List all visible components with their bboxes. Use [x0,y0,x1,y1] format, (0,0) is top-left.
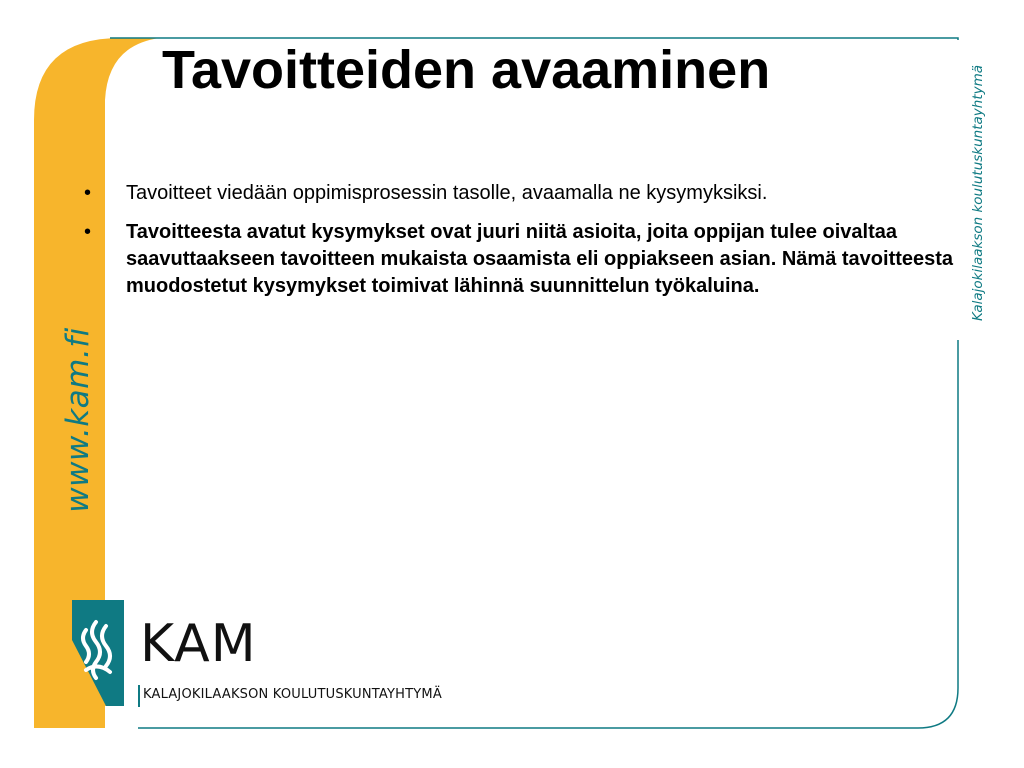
side-org-text: Kalajokilaakson koulutuskuntayhtymä [970,64,986,322]
side-url-text: www.kam.fi [60,327,96,513]
frame-gap [952,40,966,340]
bullet-text: Tavoitteet viedään oppimisprosessin tasolle, avaamalla ne kysymyksiksi. [126,182,768,204]
bullet-mark: • [84,221,92,243]
bullet-list [84,180,954,312]
bullet-text: Tavoitteesta avatut kysymykset ovat juuri niitä asioita, joita oppijan tulee oivaltaa saavuttaakseen tavoitteen mukaista osaamista eli oppiakseen asian. Nämä tavoitteesta muodostetut kysymykset toimivat lähinnä suunnittelun työkaluina. [126,221,954,297]
bullet-item [84,219,954,300]
logo-wordmark: KAM [140,614,257,674]
bullet-item [84,180,954,207]
slide-title: Tavoitteiden avaaminen [162,40,771,100]
logo-subtitle: KALAJOKILAAKSON KOULUTUSKUNTAYHTYMÄ [143,687,442,702]
kam-logo-icon [72,600,124,706]
bullet-mark: • [84,182,92,204]
logo-divider [138,685,140,707]
